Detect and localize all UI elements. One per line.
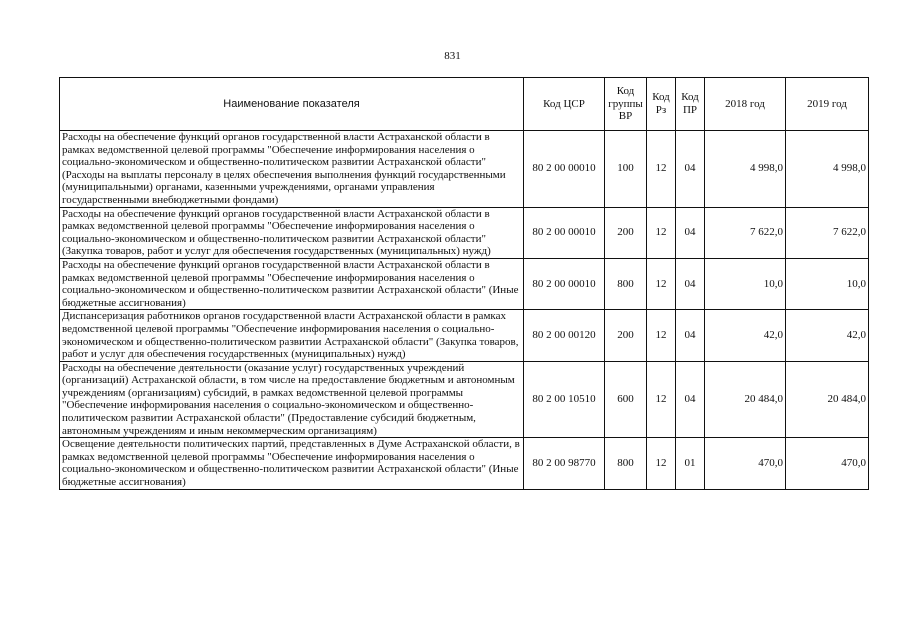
row-2018: 10,0: [705, 258, 786, 309]
row-pr: 04: [676, 207, 705, 258]
table-header-row: [60, 78, 869, 131]
row-name: Расходы на обеспечение функций органов государственной власти Астраханской области в рамках ведомственной целевой программы "Обеспечение информирования населения о социально-экономическом и общественно-политическом развитии Астраханской области" (Закупка товаров, работ и услуг для обеспечения государственных (муниципальных) нужд): [60, 207, 524, 258]
table-row: [60, 131, 869, 208]
header-vr: Код группы ВР: [605, 78, 647, 131]
row-pr: 01: [676, 438, 705, 489]
row-rz: 12: [647, 361, 676, 438]
row-vr: 600: [605, 361, 647, 438]
row-pr: 04: [676, 361, 705, 438]
header-csr: Код ЦСР: [524, 78, 605, 131]
table-row: [60, 361, 869, 438]
row-name: Расходы на обеспечение функций органов государственной власти Астраханской области в рамках ведомственной целевой программы "Обеспечение информирования населения о социально-экономическом и общественно-политическом развитии Астраханской области" (Расходы на выплаты персоналу в целях обеспечения выполнения функций государственными (муниципальными) органами, казенными учреждениями, органами управления государственными внебюджетными фондами): [60, 131, 524, 208]
row-name: Освещение деятельности политических партий, представленных в Думе Астраханской области, в рамках ведомственной целевой программы "Обеспечение информирования населения о социально-экономическом и общественно-политическом развитии Астраханской области" (Иные бюджетные ассигнования): [60, 438, 524, 489]
row-csr: 80 2 00 98770: [524, 438, 605, 489]
row-rz: 12: [647, 207, 676, 258]
row-vr: 200: [605, 207, 647, 258]
row-2019: 470,0: [786, 438, 869, 489]
row-pr: 04: [676, 310, 705, 361]
table-row: [60, 258, 869, 309]
row-2018: 470,0: [705, 438, 786, 489]
row-rz: 12: [647, 258, 676, 309]
row-name: Диспансеризация работников органов государственной власти Астраханской области в рамках ведомственной целевой программы "Обеспечение информирования населения о социально-экономическом и общественно-политическом развитии Астраханской области" (Закупка товаров, работ и услуг для обеспечения государственных (муниципальных) нужд): [60, 310, 524, 361]
table-row: [60, 438, 869, 489]
row-csr: 80 2 00 00010: [524, 258, 605, 309]
row-2018: 42,0: [705, 310, 786, 361]
header-pr: Код ПР: [676, 78, 705, 131]
row-2019: 20 484,0: [786, 361, 869, 438]
row-2018: 4 998,0: [705, 131, 786, 208]
header-2019: 2019 год: [786, 78, 869, 131]
header-2018: 2018 год: [705, 78, 786, 131]
page-number: 831: [444, 50, 461, 62]
row-csr: 80 2 00 00010: [524, 207, 605, 258]
row-rz: 12: [647, 310, 676, 361]
table-row: [60, 207, 869, 258]
row-name: Расходы на обеспечение функций органов государственной власти Астраханской области в рамках ведомственной целевой программы "Обеспечение информирования населения о социально-экономическом и общественно-политическом развитии Астраханской области" (Иные бюджетные ассигнования): [60, 258, 524, 309]
row-pr: 04: [676, 258, 705, 309]
row-vr: 100: [605, 131, 647, 208]
row-vr: 800: [605, 438, 647, 489]
table-row: [60, 310, 869, 361]
row-csr: 80 2 00 10510: [524, 361, 605, 438]
row-2018: 20 484,0: [705, 361, 786, 438]
row-pr: 04: [676, 131, 705, 208]
row-vr: 200: [605, 310, 647, 361]
budget-table: [59, 77, 869, 490]
row-vr: 800: [605, 258, 647, 309]
row-2018: 7 622,0: [705, 207, 786, 258]
row-rz: 12: [647, 131, 676, 208]
row-2019: 10,0: [786, 258, 869, 309]
row-csr: 80 2 00 00120: [524, 310, 605, 361]
row-2019: 4 998,0: [786, 131, 869, 208]
header-rz: Код Рз: [647, 78, 676, 131]
row-rz: 12: [647, 438, 676, 489]
row-name: Расходы на обеспечение деятельности (оказание услуг) государственных учреждений (организаций) Астраханской области, в том числе на предоставление бюджетным и автономным учреждениям (организациям) субсидий, в рамках ведомственной целевой программы "Обеспечение информирования населения о социально-экономическом и общественно-политическом развитии Астраханской области" (Предоставление субсидий бюджетным, автономным учреждениям и иным некоммерческим организациям): [60, 361, 524, 438]
row-2019: 42,0: [786, 310, 869, 361]
header-name: Наименование показателя: [60, 78, 524, 131]
row-2019: 7 622,0: [786, 207, 869, 258]
row-csr: 80 2 00 00010: [524, 131, 605, 208]
